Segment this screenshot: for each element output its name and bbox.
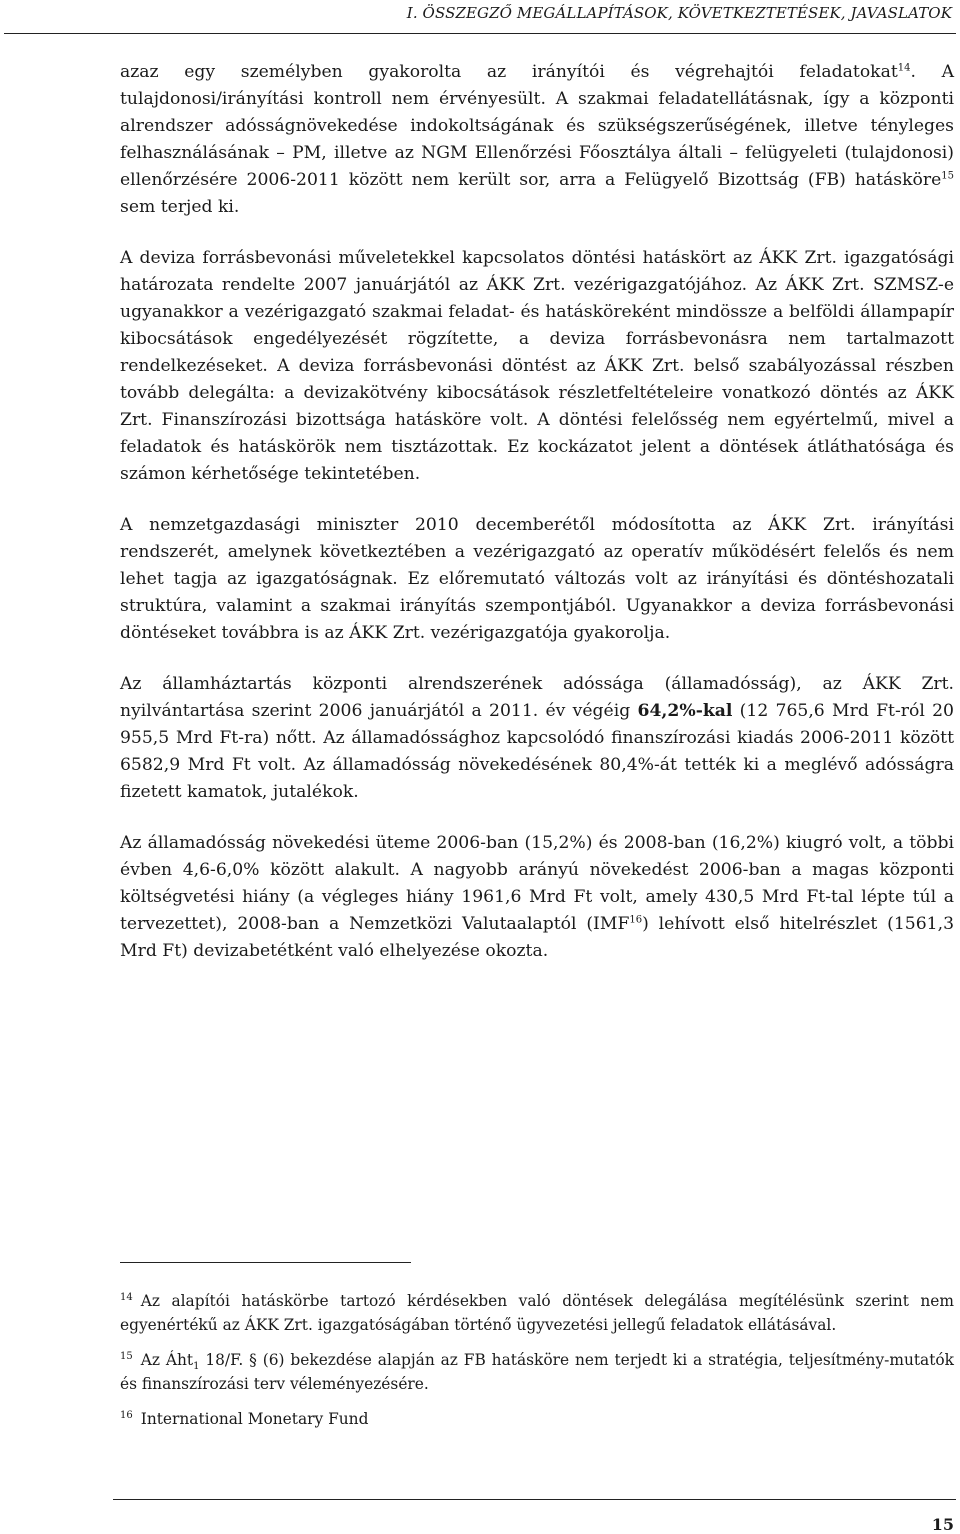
footnote-ref-15: 15 bbox=[941, 170, 954, 182]
footnote-15 bbox=[120, 1348, 954, 1396]
footnote-14 bbox=[120, 1289, 954, 1337]
main-content bbox=[120, 59, 954, 989]
header-rule bbox=[4, 33, 956, 34]
footnote-text: International Monetary Fund bbox=[140, 1410, 369, 1428]
paragraph-5 bbox=[120, 830, 954, 965]
paragraph-4-text-b: (12 765,6 Mrd Ft-ról 20 955,5 Mrd Ft-ra) nőtt. Az államadóssághoz kapcsolódó finanszírozási kiadás 2006-2011 között 6582,9 Mrd Ft volt. Az államadósság növekedésének 80,4%-át tették ki a meglévő adósságra fizetett kamatok, jutalékok. bbox=[120, 701, 954, 802]
footnote-number: 16 bbox=[120, 1409, 133, 1421]
paragraph-4-bold: 64,2%-kal bbox=[637, 701, 733, 721]
paragraph-5-text-b: ) lehívott első hitelrészlet (1561,3 Mrd Ft) devizabetétként való elhelyezése okozta. bbox=[120, 914, 954, 961]
paragraph-5-text-a: Az államadósság növekedési üteme 2006-ban (15,2%) és 2008-ban (16,2%) kiugró volt, a többi évben 4,6-6,0% között alakult. A nagyobb arányú növekedést 2006-ban a magas központi költségvetési hiány (a végleges hiány 1961,6 Mrd Ft volt, amely 430,5 Mrd Ft-tal lépte túl a tervezettet), 2008-ban a Nemzetközi Valutaalaptól (IMF bbox=[120, 833, 954, 934]
page-number: 15 bbox=[931, 1515, 954, 1534]
footnote-text: Az alapítói hatáskörbe tartozó kérdésekben való döntések delegálása megítélésünk szerint nem egyenértékű az ÁKK Zrt. igazgatóságában történő ügyvezetési jellegű feladatok ellátásával. bbox=[120, 1292, 954, 1334]
page-header bbox=[0, 0, 960, 40]
footnote-16 bbox=[120, 1407, 954, 1431]
footnote-number: 15 bbox=[120, 1350, 133, 1362]
paragraph-1-text-b: . A tulajdonosi/irányítási kontroll nem érvényesült. A szakmai feladatellátásnak, így a központi alrendszer adósságnövekedése indokoltságának és szükségszerűségének, illetve tényleges felhasználásának – PM, illetve az NGM Ellenőrzési Főosztálya általi – felügyeleti (tulajdonosi) ellenőrzésére 2006-2011 között nem került sor, arra a Felügyelő Bizottság (FB) hatásköre bbox=[120, 62, 954, 190]
paragraph-2: A deviza forrásbevonási műveletekkel kapcsolatos döntési hatáskört az ÁKK Zrt. igazgatósági határozata rendelte 2007 januárjától az ÁKK Zrt. vezérigazgatójához. Az ÁKK Zrt. SZMSZ-e ugyanakkor a vezérigazgató szakmai feladat- és hatásköreként mindössze a belföldi állampapír kibocsátások engedélyezését rögzítette, a deviza forrásbevonásra nem tartalmazott rendelkezéseket. A deviza forrásbevonási döntést az ÁKK Zrt. belső szabályozással részben tovább delegálta: a devizakötvény kibocsátások részletfeltételeire vonatkozó döntés az ÁKK Zrt. Finanszírozási bizottsága hatásköre volt. A döntési felelősség nem egyértelmű, mivel a feladatok és hatáskörök nem tisztázottak. Ez kockázatot jelent a döntések átláthatósága és számon kérhetősége tekintetében. bbox=[120, 248, 954, 484]
footnotes bbox=[120, 1289, 954, 1442]
footnote-ref-14: 14 bbox=[897, 62, 911, 74]
footnote-number: 14 bbox=[120, 1291, 133, 1303]
paragraph-4 bbox=[120, 671, 954, 806]
paragraph-1-text-a: azaz egy személyben gyakorolta az irányítói és végrehajtói feladatokat bbox=[120, 62, 898, 82]
footnote-ref-16: 16 bbox=[629, 914, 643, 926]
footnote-separator bbox=[120, 1262, 411, 1263]
paragraph-3: A nemzetgazdasági miniszter 2010 decemberétől módosította az ÁKK Zrt. irányítási rendszerét, amelynek következtében a vezérigazgató az operatív működésért felelős és nem lehet tagja az igazgatóságnak. Ez előremutató változás volt az irányítási és döntéshozatali struktúra, valamint a szakmai irányítás szempontjából. Ugyanakkor a deviza forrásbevonási döntéseket továbbra is az ÁKK Zrt. vezérigazgatója gyakorolja. bbox=[120, 515, 954, 643]
paragraph-1-text-c: sem terjed ki. bbox=[120, 197, 240, 217]
footnote-text-b: 18/F. § (6) bekezdése alapján az FB hatásköre nem terjedt ki a stratégia, teljesítmény-mutatók és finanszírozási terv véleményezésére. bbox=[120, 1351, 954, 1393]
footer-rule bbox=[113, 1499, 956, 1500]
footnote-text-a: Az Áht bbox=[140, 1351, 194, 1369]
paragraph-4-text-a: Az államháztartás központi alrendszerének adóssága (államadósság), az ÁKK Zrt. nyilvántartása szerint 2006 januárjától a 2011. év végéig bbox=[120, 674, 954, 721]
paragraph-1 bbox=[120, 59, 954, 221]
header-title: I. ÖSSZEGZŐ MEGÁLLAPÍTÁSOK, KÖVETKEZTETÉSEK, JAVASLATOK bbox=[406, 4, 952, 22]
footnote-subscript: 1 bbox=[193, 1361, 200, 1373]
